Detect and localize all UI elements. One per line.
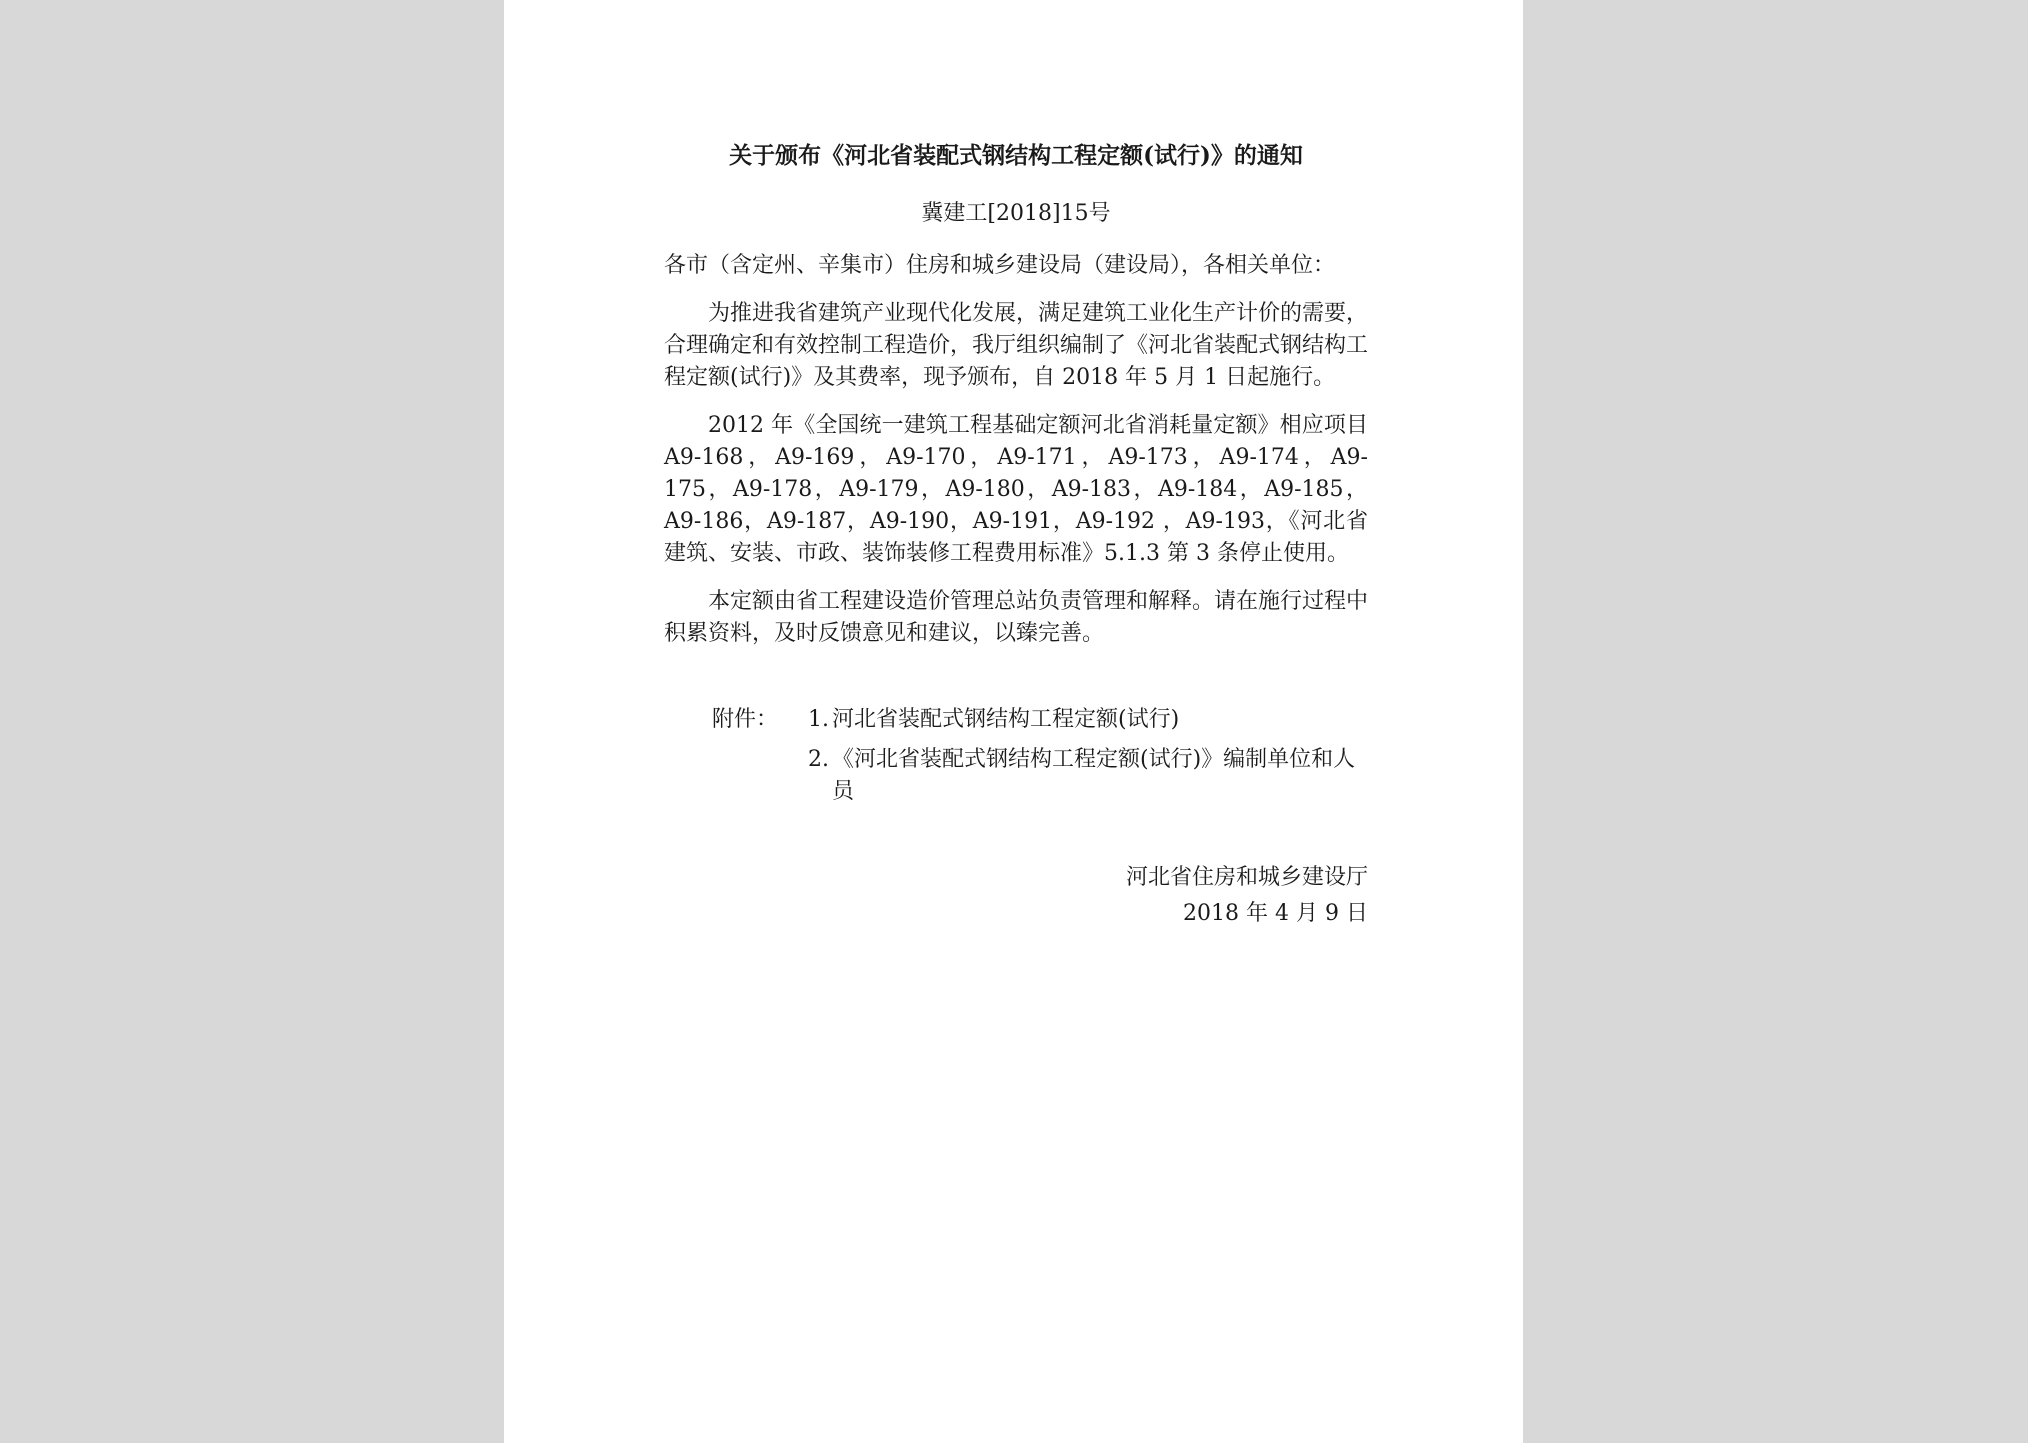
attachment-number: 1. bbox=[808, 707, 829, 732]
document-number: 冀建工[2018]15号 bbox=[921, 201, 1111, 226]
attachment-text: 《河北省装配式钢结构工程定额(试行)》编制单位和人员 bbox=[832, 747, 1356, 804]
salutation: 各市（含定州、辛集市）住房和城乡建设局（建设局），各相关单位： bbox=[664, 253, 1336, 278]
attachment-item bbox=[808, 704, 1368, 736]
signature-block bbox=[664, 860, 1368, 932]
attachments-list bbox=[808, 704, 1368, 816]
paragraph-1: 为推进我省建筑产业现代化发展，满足建筑工业化生产计价的需要，合理确定和有效控制工程造价，我厅组织编制了《河北省装配式钢结构工程定额(试行)》及其费率，现予颁布，自 2018 年 5 月 1 日起施行。 bbox=[664, 301, 1369, 390]
attachment-text: 河北省装配式钢结构工程定额(试行) bbox=[832, 707, 1180, 732]
issue-date: 2018 年 4 月 9 日 bbox=[1183, 901, 1368, 926]
document-page bbox=[504, 0, 1523, 1443]
attachment-number: 2. bbox=[808, 747, 829, 772]
paragraph-3: 本定额由省工程建设造价管理总站负责管理和解释。请在施行过程中积累资料，及时反馈意见和建议，以臻完善。 bbox=[664, 589, 1369, 646]
attachments-label: 附件： bbox=[712, 707, 779, 732]
attachments-section bbox=[664, 704, 1368, 816]
paragraph-2: 2012 年《全国统一建筑工程基础定额河北省消耗量定额》相应项目 A9-168，A9-169，A9-170，A9-171，A9-173，A9-174，A9-175，A9-178，A9-179，A9-180，A9-183，A9-184，A9-185，A9-186，A9-187，A9-190，A9-191，A9-192 ，A9-193，《河北省建筑、安装、市政、装饰装修工程费用标准》5.1.3 第 3 条停止使用。 bbox=[664, 413, 1368, 566]
notice-title: 关于颁布《河北省装配式钢结构工程定额(试行)》的通知 bbox=[729, 142, 1303, 169]
attachment-item bbox=[808, 744, 1368, 808]
issuing-organization: 河北省住房和城乡建设厅 bbox=[1125, 865, 1368, 890]
notice-body bbox=[664, 140, 1368, 932]
